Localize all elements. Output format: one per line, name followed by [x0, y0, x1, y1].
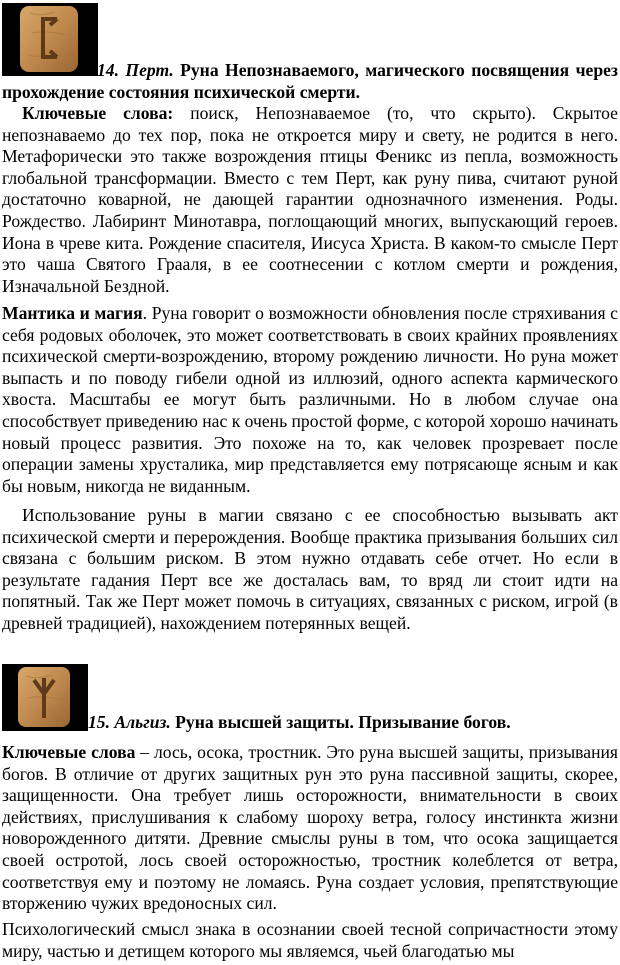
mantic-text: . Руна говорит о возможности обновления после стряхивания с себя родовых оболочек, это может соответствовать в своих крайних проявлениях психической смерти-возрождению, второму рождению личности. Но руна может выпасть и по поводу гибели одной из иллюзий, одного аспекта кармического хвоста. Масштабы ее могут быть различными. Но в любом случае она способствует приведению нас к очень простой форме, с которой хорошо начинать новый процесс развития. Это похоже на то, как человек прозревает после операции замены хрусталика, мир представляется ему потрясающе ясным и как бы новым, никогда не виданным. — [2, 303, 618, 496]
section-15-heading — [88, 712, 618, 734]
keywords-label: Ключевые слова: — [22, 103, 174, 123]
rune-algiz-icon — [2, 664, 88, 731]
section-14-keywords — [2, 103, 618, 297]
keywords-label-15: Ключевые слова — [2, 742, 136, 762]
section-14-title: Руна Непознаваемого, магического посвящения через прохождение состояния психической смерти. — [2, 60, 618, 102]
section-15-number: 15. Альгиз. — [88, 712, 171, 732]
keywords-text-15: – лось, осока, тростник. Это руна высшей защиты, призывания богов. В отличие от других защитных рун это руна пассивной защиты, скорее, защищенности. Она требует лишь осторожности, внимательности в своих действиях, прислушивания к слабому шороху ветра, голосу инстинкта жизни новорожденного дитяти. Древние смыслы руны в том, что осока защищается своей остротой, лось своей осторожностью, тростник колеблется от ветра, соответствуя ему и поэтому не ломаясь. Руна создает условия, препятствующие вторжению чужих вредоносных сил. — [2, 742, 618, 914]
section-14-number: 14. Перт. — [97, 60, 174, 80]
section-15-title: Руна высшей защиты. Призывание богов. — [170, 712, 511, 732]
rune-algiz-image — [2, 664, 88, 731]
psych-text: Психологический смысл знака в осознании своей тесной сопричастности этому миру, частью и детищем которого мы являемся, чьей благодатью мы — [2, 919, 618, 961]
section-14-mantic — [2, 303, 618, 497]
section-14-heading — [2, 60, 618, 103]
section-15-keywords — [2, 742, 618, 915]
mantic-label: Мантика и магия — [2, 303, 143, 323]
magic-text: Использование руны в магии связано с ее способностью вызывать акт психической смерти и перерождения. Вообще практика призывания больших сил связана с большим риском. В этом нужно отдавать себе отчет. Но если в результате гадания Перт все же досталась вам, то вряд ли стоит идти на попятный. Так же Перт может помочь в ситуациях, связанных с риском, игрой (в древней традицией), нахождением потерянных вещей. — [2, 505, 618, 633]
keywords-text: поиск, Непознаваемое (то, что скрыто). Скрытое непознаваемо до тех пор, пока не откроется миру и свету, не родится в него. Метафорически это также возрождения птицы Феникс из пепла, возможность глобальной трансформации. Вместо с тем Перт, как руну пива, считают руной достаточно коварной, не дающей гарантии однозначного изменения. Роды. Рождество. Лабиринт Минотавра, поглощающий многих, выпускающий героев. Иона в чреве кита. Рождение спасителя, Иисуса Христа. В каком-то смысле Перт это чаша Святого Грааля, в ее соотнесении с котлом смерти и рождения, Изначальной Бездной. — [2, 103, 618, 296]
section-15-psych — [2, 919, 618, 962]
section-14-magic — [2, 505, 618, 635]
